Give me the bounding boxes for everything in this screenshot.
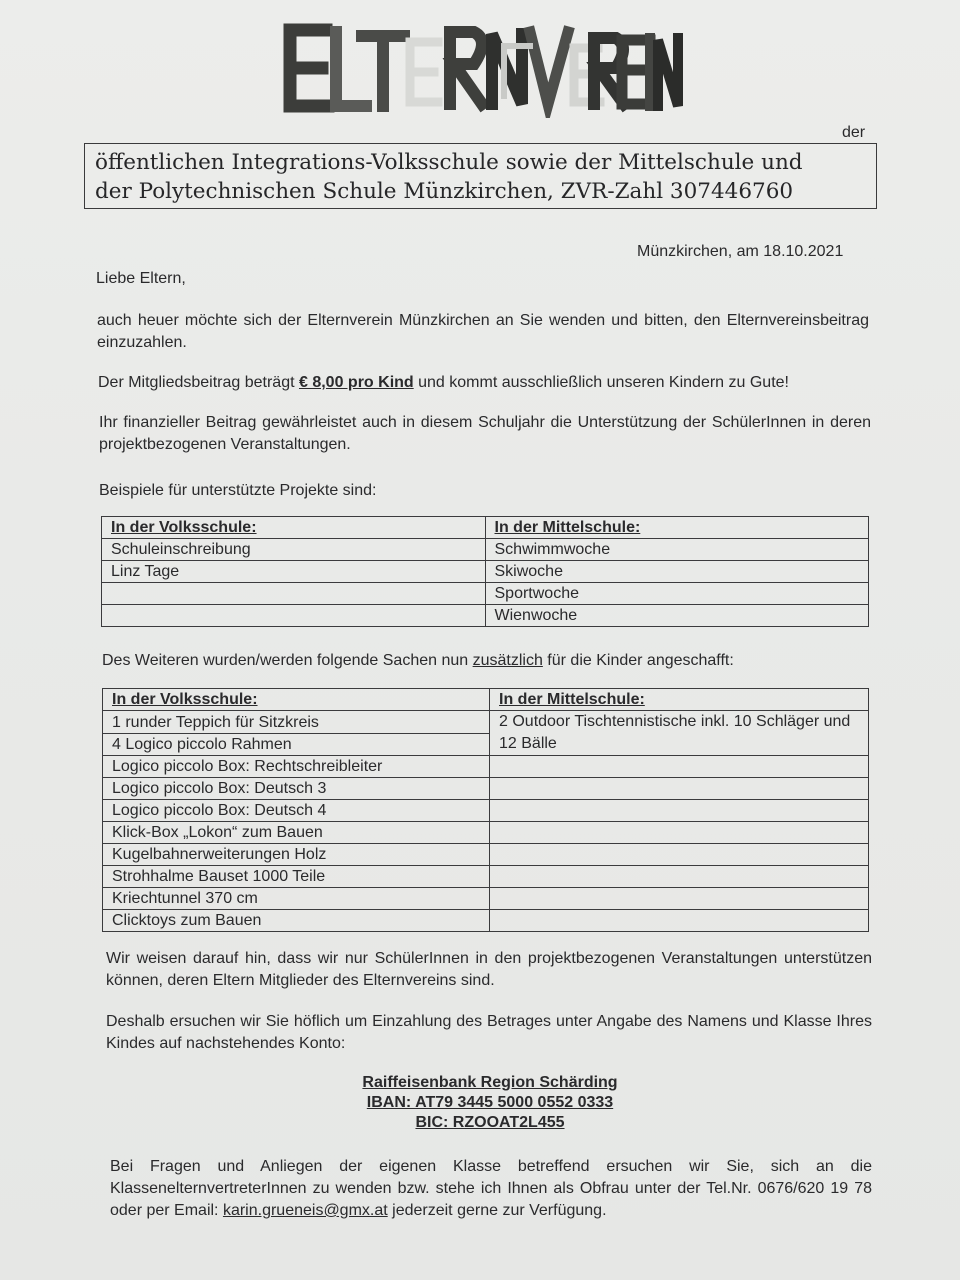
bank-details — [0, 1073, 960, 1133]
column-header-mittelschule: In der Mittelschule: — [485, 517, 869, 539]
contact-email-link[interactable]: karin.grueneis@gmx.at — [222, 1202, 388, 1219]
column-header-volksschule: In der Volksschule: — [102, 517, 486, 539]
bank-name: Raiffeisenbank Region Schärding — [362, 1074, 618, 1091]
table-cell: Schwimmwoche — [485, 539, 869, 561]
table-cell: Kugelbahnerweiterungen Holz — [103, 844, 490, 866]
table-row — [102, 517, 869, 539]
table-row — [102, 583, 869, 605]
projects-table — [101, 516, 869, 627]
fee-text-after: und kommt ausschließlich unseren Kindern zu Gute! — [413, 374, 789, 391]
table-cell: Clicktoys zum Bauen — [103, 910, 490, 932]
table-row — [103, 844, 869, 866]
table-cell — [490, 844, 869, 866]
table-row — [102, 539, 869, 561]
paragraph-contact — [110, 1156, 872, 1222]
paragraph-payment-request: Deshalb ersuchen wir Sie höflich um Einzahlung des Betrages unter Angabe des Namens und Klasse Ihres Kindes auf nachstehendes Konto: — [106, 1013, 872, 1052]
table-cell: Skiwoche — [485, 561, 869, 583]
paragraph-intro: auch heuer möchte sich der Elternverein Münzkirchen an Sie wenden und bitten, den Elternvereinsbeitrag einzuzahlen. — [97, 312, 869, 351]
table-row — [103, 888, 869, 910]
bank-iban: IBAN: AT79 3445 5000 0552 0333 — [366, 1094, 614, 1111]
table-row — [103, 756, 869, 778]
table-row — [103, 822, 869, 844]
paragraph-examples-heading: Beispiele für unterstützte Projekte sind: — [99, 482, 377, 499]
table-cell — [490, 888, 869, 910]
table-cell — [102, 583, 486, 605]
table-cell: Schuleinschreibung — [102, 539, 486, 561]
table-cell: Kriechtunnel 370 cm — [103, 888, 490, 910]
paragraph-purchases — [102, 650, 734, 672]
table-row — [103, 910, 869, 932]
table-cell — [490, 866, 869, 888]
table-cell — [490, 756, 869, 778]
table-row — [103, 866, 869, 888]
purchases-text-after: für die Kinder angeschafft: — [542, 652, 734, 669]
paragraph-fee — [98, 372, 872, 394]
table-cell: 1 runder Teppich für Sitzkreis — [103, 711, 490, 734]
contact-text-before: Bei Fragen und Anliegen der eigenen Klasse betreffend ersuchen wir Sie, sich an die KlassenelternvertreterInnen zu wenden bzw. stehe ich Ihnen als Obfrau unter der Tel.Nr. 0676/620 19 78 oder per Email: — [110, 1158, 872, 1219]
column-header-volksschule: In der Volksschule: — [103, 689, 490, 711]
table-cell: Klick-Box „Lokon“ zum Bauen — [103, 822, 490, 844]
table-cell: Wienwoche — [485, 605, 869, 627]
table-cell: Logico piccolo Box: Rechtschreibleiter — [103, 756, 490, 778]
purchases-underlined: zusätzlich — [472, 652, 543, 669]
table-cell — [490, 800, 869, 822]
fee-amount: € 8,00 pro Kind — [298, 374, 414, 391]
table-row — [103, 711, 869, 734]
table-cell: Sportwoche — [485, 583, 869, 605]
table-row — [102, 605, 869, 627]
header-der: der — [842, 124, 866, 141]
table-cell: Logico piccolo Box: Deutsch 3 — [103, 778, 490, 800]
letter-date: Münzkirchen, am 18.10.2021 — [637, 243, 844, 260]
purchases-text-before: Des Weiteren wurden/werden folgende Sachen nun — [102, 652, 473, 669]
paragraph-membership-note: Wir weisen darauf hin, dass wir nur SchülerInnen in den projektbezogenen Veranstaltungen unterstützen können, deren Eltern Mitglieder des Elternvereins sind. — [106, 950, 872, 989]
table-cell — [490, 778, 869, 800]
table-cell: 4 Logico piccolo Rahmen — [103, 733, 490, 756]
elternverein-logo — [278, 18, 688, 118]
table-row — [102, 561, 869, 583]
table-row — [103, 778, 869, 800]
table-cell — [102, 605, 486, 627]
fee-text-before: Der Mitgliedsbeitrag beträgt — [98, 374, 299, 391]
table-cell — [490, 910, 869, 932]
table-cell — [490, 822, 869, 844]
school-name-line2: der Polytechnischen Schule Münzkirchen, ZVR-Zahl 307446760 — [95, 179, 794, 204]
table-cell: Strohhalme Bauset 1000 Teile — [103, 866, 490, 888]
table-cell: Linz Tage — [102, 561, 486, 583]
bank-bic: BIC: RZOOAT2L455 — [415, 1114, 565, 1131]
table-row — [103, 689, 869, 711]
table-cell-mittelschule-item: 2 Outdoor Tischtennistische inkl. 10 Schläger und 12 Bälle — [490, 711, 869, 756]
table-cell: Logico piccolo Box: Deutsch 4 — [103, 800, 490, 822]
paragraph-support: Ihr finanzieller Beitrag gewährleistet auch in diesem Schuljahr die Unterstützung der SchülerInnen in deren projektbezogenen Veranstaltungen. — [99, 414, 871, 453]
purchases-table — [102, 688, 869, 932]
contact-text-after: jederzeit gerne zur Verfügung. — [387, 1202, 607, 1219]
school-name-line1: öffentlichen Integrations-Volksschule sowie der Mittelschule und — [95, 150, 803, 175]
column-header-mittelschule: In der Mittelschule: — [490, 689, 869, 711]
greeting: Liebe Eltern, — [96, 270, 186, 287]
table-row — [103, 800, 869, 822]
school-name-box — [84, 143, 877, 209]
